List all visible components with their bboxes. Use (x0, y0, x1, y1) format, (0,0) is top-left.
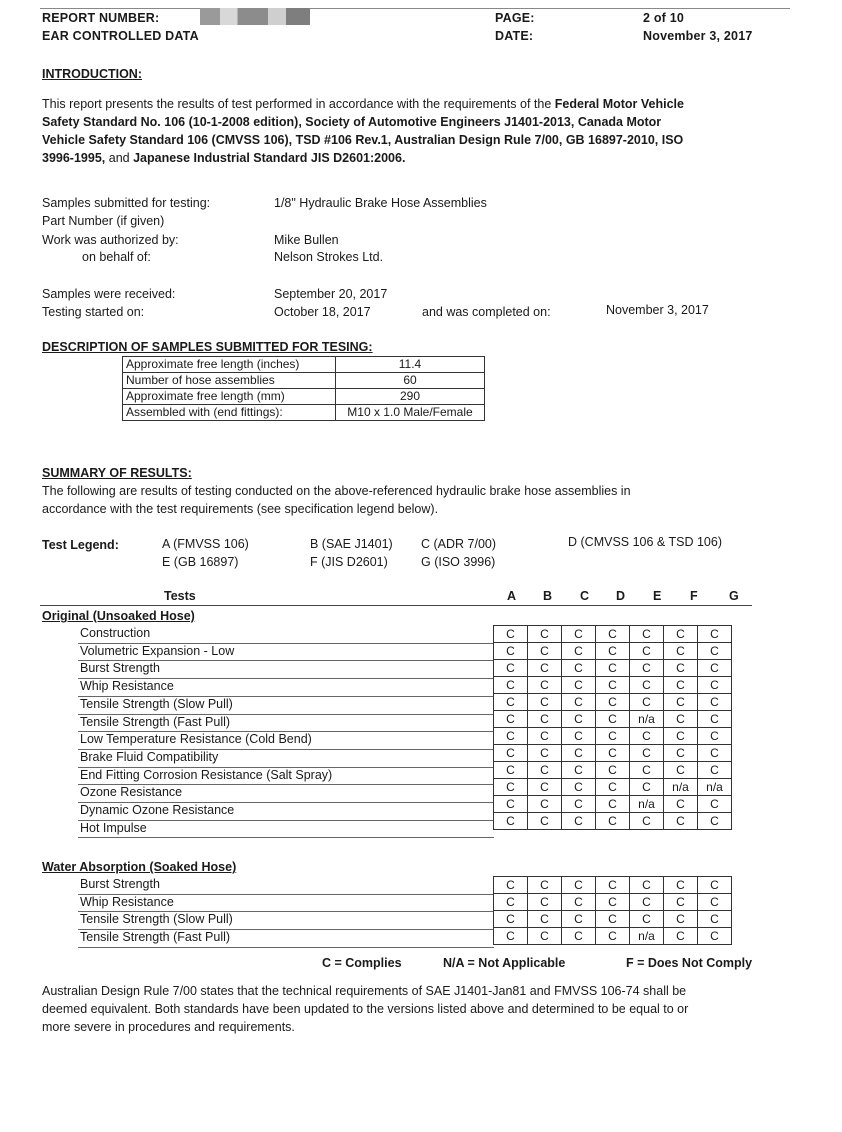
result-cell: C (596, 677, 630, 694)
column-header-f: F (690, 589, 698, 603)
result-cell: C (528, 813, 562, 830)
result-cell: n/a (630, 711, 664, 728)
result-cell: C (630, 694, 664, 711)
result-cell: C (630, 643, 664, 660)
samples-value: 1/8" Hydraulic Brake Hose Assemblies (274, 196, 487, 210)
sample-value: 290 (336, 389, 485, 405)
summary-title: SUMMARY OF RESULTS: (42, 466, 192, 480)
column-header-c: C (580, 589, 590, 603)
tests-header-rule (40, 605, 752, 606)
result-cell: C (630, 911, 664, 928)
page-label: PAGE: (495, 11, 535, 25)
result-cell: C (596, 728, 630, 745)
test-name: Ozone Resistance (80, 785, 183, 800)
result-cell: C (562, 877, 596, 894)
introduction-paragraph (42, 95, 782, 167)
part-number-label: Part Number (if given) (42, 214, 165, 228)
result-cell: C (698, 694, 732, 711)
result-cell: C (664, 694, 698, 711)
test-name: Tensile Strength (Fast Pull) (80, 930, 231, 945)
result-cell: C (630, 660, 664, 677)
sample-label: Assembled with (end fittings): (123, 405, 336, 421)
test-name: End Fitting Corrosion Resistance (Salt Spray) (80, 767, 333, 782)
authorized-label: Work was authorized by: (42, 233, 179, 247)
result-cell: C (562, 745, 596, 762)
result-cell: C (562, 779, 596, 796)
intro-line4-plain: and (105, 151, 134, 165)
result-cell: C (562, 626, 596, 643)
result-cell: C (562, 911, 596, 928)
table-row (123, 357, 485, 373)
result-cell: C (596, 928, 630, 945)
result-cell: C (664, 660, 698, 677)
result-cell: C (630, 894, 664, 911)
result-cell: C (596, 813, 630, 830)
result-cell: C (698, 762, 732, 779)
result-cell: C (528, 694, 562, 711)
result-cell: C (494, 877, 528, 894)
footer-line3: more severe in procedures and requirements. (42, 1020, 295, 1034)
result-cell: C (562, 728, 596, 745)
test-name: Burst Strength (80, 661, 160, 676)
table-row (494, 677, 732, 694)
result-cell: C (494, 928, 528, 945)
result-cell: n/a (698, 779, 732, 796)
result-cell: C (494, 745, 528, 762)
legend-f: F (JIS D2601) (310, 555, 388, 569)
table-row (123, 405, 485, 421)
result-cell: C (494, 779, 528, 796)
result-cell: C (596, 911, 630, 928)
result-cell: C (528, 643, 562, 660)
table-row (494, 660, 732, 677)
result-cell: C (528, 745, 562, 762)
completed-value: November 3, 2017 (606, 303, 709, 317)
result-cell: C (494, 677, 528, 694)
result-cell: C (596, 877, 630, 894)
description-title: DESCRIPTION OF SAMPLES SUBMITTED FOR TESING: (42, 340, 373, 354)
result-cell: C (494, 813, 528, 830)
legend-g: G (ISO 3996) (421, 555, 496, 569)
column-header-g: G (729, 589, 739, 603)
result-cell: C (528, 660, 562, 677)
tests-header: Tests (164, 589, 196, 603)
table-row (494, 728, 732, 745)
legend-c: C (ADR 7/00) (421, 537, 497, 551)
test-name: Whip Resistance (80, 679, 174, 694)
result-cell: C (596, 626, 630, 643)
legend-e: E (GB 16897) (162, 555, 239, 569)
result-cell: C (630, 626, 664, 643)
samples-table (122, 356, 485, 421)
sample-label: Approximate free length (inches) (123, 357, 336, 373)
result-cell: C (562, 694, 596, 711)
result-cell: C (494, 762, 528, 779)
legend-b: B (SAE J1401) (310, 537, 393, 551)
introduction-title: INTRODUCTION: (42, 67, 142, 81)
table-row (494, 694, 732, 711)
result-cell: C (664, 677, 698, 694)
summary-line2: accordance with the test requirements (see specification legend below). (42, 502, 439, 516)
test-name: Brake Fluid Compatibility (80, 749, 219, 764)
result-cell: C (528, 796, 562, 813)
report-number-label: REPORT NUMBER: (42, 11, 160, 25)
table-row (494, 643, 732, 660)
result-cell: n/a (664, 779, 698, 796)
test-name: Burst Strength (80, 877, 160, 891)
result-cell: C (698, 911, 732, 928)
result-cell: C (528, 894, 562, 911)
result-cell: C (596, 745, 630, 762)
result-cell: C (630, 728, 664, 745)
key-not-comply: F = Does Not Comply (626, 956, 753, 970)
table-row (494, 813, 732, 830)
result-cell: C (528, 779, 562, 796)
result-cell: C (528, 877, 562, 894)
result-cell: C (698, 796, 732, 813)
result-cell: C (528, 928, 562, 945)
completed-label: and was completed on: (422, 305, 551, 319)
behalf-value: Nelson Strokes Ltd. (274, 250, 384, 264)
result-cell: C (630, 813, 664, 830)
result-cell: C (528, 728, 562, 745)
behalf-label: on behalf of: (82, 250, 151, 264)
intro-line1-bold: Federal Motor Vehicle (554, 97, 684, 111)
result-cell: C (698, 928, 732, 945)
result-cell: C (664, 711, 698, 728)
sample-label: Approximate free length (mm) (123, 389, 336, 405)
result-cell: C (562, 643, 596, 660)
result-cell: C (596, 711, 630, 728)
table-row (494, 779, 732, 796)
result-cell: C (698, 626, 732, 643)
column-header-d: D (616, 589, 626, 603)
result-cell: C (562, 796, 596, 813)
result-cell: C (596, 796, 630, 813)
result-cell: C (562, 762, 596, 779)
test-name: Tensile Strength (Slow Pull) (80, 912, 233, 927)
result-cell: C (528, 911, 562, 928)
redacted-report-number (200, 8, 310, 25)
result-cell: C (698, 728, 732, 745)
summary-line1: The following are results of testing conducted on the above-referenced hydraulic brake hose assemblies in (42, 484, 631, 498)
result-cell: C (664, 643, 698, 660)
result-cell: C (664, 911, 698, 928)
test-name: Construction (80, 626, 151, 640)
column-header-a: A (507, 589, 517, 603)
top-rule (40, 8, 790, 9)
date-label: DATE: (495, 29, 534, 43)
result-cell: C (596, 762, 630, 779)
result-cell: C (494, 643, 528, 660)
result-cell: C (664, 626, 698, 643)
legend-a: A (FMVSS 106) (162, 537, 249, 551)
test-name: Low Temperature Resistance (Cold Bend) (80, 732, 312, 747)
result-cell: C (494, 911, 528, 928)
sample-value: 60 (336, 373, 485, 389)
result-cell: C (664, 728, 698, 745)
result-cell: C (630, 745, 664, 762)
key-complies: C = Complies (322, 956, 402, 970)
samples-label: Samples submitted for testing: (42, 196, 211, 210)
result-cell: C (494, 626, 528, 643)
result-cell: C (494, 660, 528, 677)
table-row (494, 762, 732, 779)
result-cell: C (698, 813, 732, 830)
test-name: Hot Impulse (80, 820, 147, 835)
result-cell: C (596, 894, 630, 911)
result-cell: C (528, 711, 562, 728)
result-cell: C (596, 694, 630, 711)
column-header-e: E (653, 589, 662, 603)
result-cell: C (664, 877, 698, 894)
started-label: Testing started on: (42, 305, 145, 319)
result-cell: C (698, 745, 732, 762)
result-cell: C (664, 928, 698, 945)
table-row (494, 745, 732, 762)
result-cell: C (698, 711, 732, 728)
result-cell: C (562, 894, 596, 911)
table-row (494, 711, 732, 728)
legend-d: D (CMVSS 106 & TSD 106) (568, 535, 722, 549)
table-row (494, 877, 732, 894)
result-cell: C (630, 877, 664, 894)
table-row (494, 796, 732, 813)
intro-line1-plain: This report presents the results of test performed in accordance with the requirements of the (42, 97, 555, 111)
original-results-grid (493, 625, 732, 830)
result-cell: C (528, 762, 562, 779)
result-cell: n/a (630, 796, 664, 813)
intro-line2-bold: Safety Standard No. 106 (10-1-2008 edition), Society of Automotive Engineers J1401-2013, Canada Motor (42, 115, 662, 129)
result-cell: C (494, 694, 528, 711)
started-value: October 18, 2017 (274, 305, 371, 319)
result-cell: C (630, 779, 664, 796)
result-cell: C (664, 813, 698, 830)
table-row (494, 626, 732, 643)
authorized-value: Mike Bullen (274, 233, 339, 247)
result-cell: C (562, 711, 596, 728)
received-value: September 20, 2017 (274, 287, 388, 301)
footer-line2: deemed equivalent. Both standards have been updated to the versions listed above and determined to be equal to or (42, 1002, 689, 1016)
result-cell: C (596, 779, 630, 796)
sample-value: M10 x 1.0 Male/Female (336, 405, 485, 421)
result-cell: C (698, 894, 732, 911)
original-section-title: Original (Unsoaked Hose) (42, 609, 195, 623)
result-cell: C (494, 796, 528, 813)
result-cell: C (698, 877, 732, 894)
column-header-b: B (543, 589, 553, 603)
result-cell: C (698, 660, 732, 677)
key-not-applicable: N/A = Not Applicable (443, 956, 566, 970)
result-cell: C (494, 711, 528, 728)
result-cell: C (562, 813, 596, 830)
table-row (123, 373, 485, 389)
test-name: Whip Resistance (80, 894, 174, 909)
result-cell: n/a (630, 928, 664, 945)
result-cell: C (630, 677, 664, 694)
result-cell: C (664, 796, 698, 813)
result-cell: C (528, 626, 562, 643)
result-cell: C (698, 643, 732, 660)
result-cell: C (596, 643, 630, 660)
result-cell: C (596, 660, 630, 677)
result-cell: C (528, 677, 562, 694)
row-rule (78, 947, 494, 948)
soaked-results-grid (493, 876, 732, 945)
table-row (494, 928, 732, 945)
result-cell: C (562, 928, 596, 945)
test-name: Dynamic Ozone Resistance (80, 803, 235, 817)
test-name: Volumetric Expansion - Low (80, 643, 235, 658)
page-value: 2 of 10 (643, 11, 684, 25)
sample-value: 11.4 (336, 357, 485, 373)
result-cell: C (664, 745, 698, 762)
table-row (123, 389, 485, 405)
result-cell: C (698, 677, 732, 694)
result-cell: C (494, 728, 528, 745)
soaked-section-title: Water Absorption (Soaked Hose) (42, 860, 237, 874)
received-label: Samples were received: (42, 287, 176, 301)
result-cell: C (562, 677, 596, 694)
intro-line3-bold: Vehicle Safety Standard 106 (CMVSS 106), TSD #106 Rev.1, Australian Design Rule 7/00, GB 16897-2010, ISO (42, 133, 684, 147)
result-cell: C (494, 894, 528, 911)
date-value: November 3, 2017 (643, 29, 753, 43)
table-row (494, 911, 732, 928)
result-cell: C (630, 762, 664, 779)
sample-label: Number of hose assemblies (123, 373, 336, 389)
table-row (494, 894, 732, 911)
intro-line4-bold-b: Japanese Industrial Standard JIS D2601:2006. (133, 151, 406, 165)
test-name: Tensile Strength (Slow Pull) (80, 696, 233, 711)
intro-line4-bold-a: 3996-1995, (42, 151, 106, 165)
result-cell: C (562, 660, 596, 677)
result-cell: C (664, 894, 698, 911)
test-name: Tensile Strength (Fast Pull) (80, 714, 231, 729)
legend-label: Test Legend: (42, 538, 119, 552)
row-rule (78, 837, 494, 838)
ear-controlled-label: EAR CONTROLLED DATA (42, 29, 199, 43)
footer-line1: Australian Design Rule 7/00 states that the technical requirements of SAE J1401-Jan81 and FMVSS 106-74 shall be (42, 984, 687, 998)
result-cell: C (664, 762, 698, 779)
